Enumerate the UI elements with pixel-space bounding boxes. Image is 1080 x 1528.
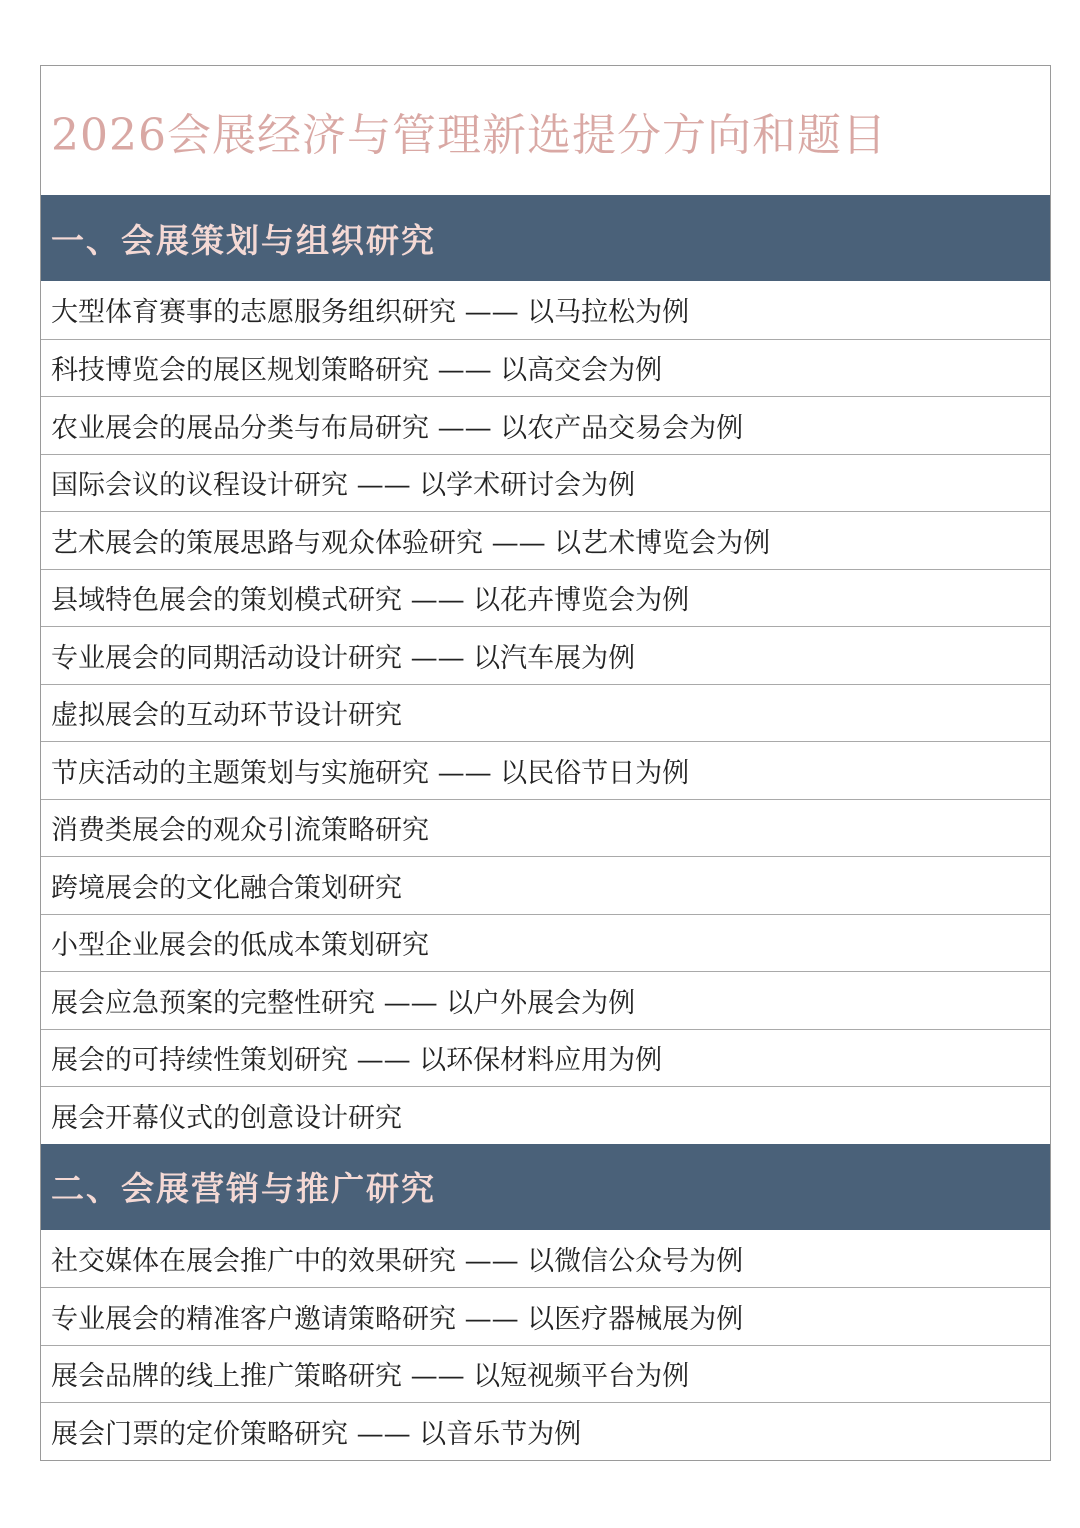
section-list-2 [41, 1230, 1050, 1460]
section-heading: 一、会展策划与组织研究 [51, 220, 436, 260]
document-table [40, 65, 1051, 1461]
list-item: 县域特色展会的策划模式研究 —— 以花卉博览会为例 [41, 569, 1050, 627]
title-cell [41, 66, 1050, 195]
list-item: 艺术展会的策展思路与观众体验研究 —— 以艺术博览会为例 [41, 511, 1050, 569]
list-item: 展会品牌的线上推广策略研究 —— 以短视频平台为例 [41, 1345, 1050, 1403]
list-item: 农业展会的展品分类与布局研究 —— 以农产品交易会为例 [41, 396, 1050, 454]
list-item: 展会开幕仪式的创意设计研究 [41, 1086, 1050, 1144]
section-header-2 [41, 1144, 1050, 1230]
list-item: 展会门票的定价策略研究 —— 以音乐节为例 [41, 1402, 1050, 1460]
list-item: 专业展会的精准客户邀请策略研究 —— 以医疗器械展为例 [41, 1287, 1050, 1345]
list-item: 大型体育赛事的志愿服务组织研究 —— 以马拉松为例 [51, 297, 690, 329]
list-item: 展会应急预案的完整性研究 —— 以户外展会为例 [41, 971, 1050, 1029]
list-item: 跨境展会的文化融合策划研究 [41, 856, 1050, 914]
list-item: 社交媒体在展会推广中的效果研究 —— 以微信公众号为例 [51, 1245, 744, 1277]
list-item: 展会的可持续性策划研究 —— 以环保材料应用为例 [41, 1029, 1050, 1087]
list-item: 虚拟展会的互动环节设计研究 [41, 684, 1050, 742]
list-item: 小型企业展会的低成本策划研究 [41, 914, 1050, 972]
page-title: 2026会展经济与管理新选提分方向和题目 [51, 109, 887, 161]
list-item: 消费类展会的观众引流策略研究 [41, 799, 1050, 857]
section-header-1 [41, 195, 1050, 281]
list-item: 国际会议的议程设计研究 —— 以学术研讨会为例 [41, 454, 1050, 512]
section-list-1 [41, 281, 1050, 1144]
list-item: 节庆活动的主题策划与实施研究 —— 以民俗节日为例 [41, 741, 1050, 799]
list-item: 专业展会的同期活动设计研究 —— 以汽车展为例 [41, 626, 1050, 684]
section-heading: 二、会展营销与推广研究 [51, 1169, 436, 1208]
list-item: 科技博览会的展区规划策略研究 —— 以高交会为例 [41, 339, 1050, 397]
